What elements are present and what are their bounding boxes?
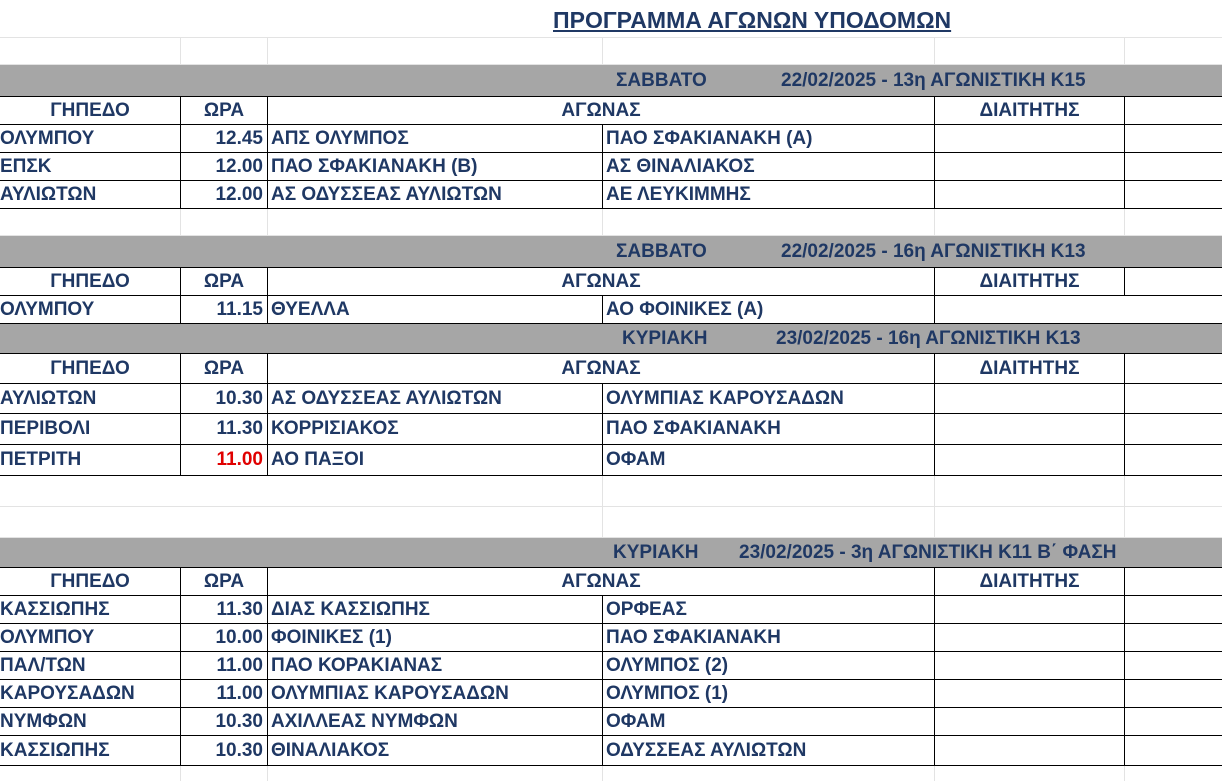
column-header-row (0, 97, 1222, 125)
col-field: ΓΗΠΕΔΟ (0, 568, 181, 595)
time-cell: 11.30 (181, 596, 268, 623)
table-row (0, 125, 1222, 153)
page-title: ΠΡΟΓΡΑΜΜΑ ΑΓΩΝΩΝ ΥΠΟΔΟΜΩΝ (553, 7, 952, 33)
col-referee: ΔΙΑΙΤΗΤΗΣ (935, 268, 1125, 295)
time-cell: 11.15 (181, 296, 268, 323)
col-referee: ΔΙΑΙΤΗΤΗΣ (935, 97, 1125, 124)
time-cell: 10.30 (181, 384, 268, 413)
table-row (0, 652, 1222, 680)
away-team-cell: ΠΑΟ ΣΦΑΚΙΑΝΑΚΗ (603, 624, 935, 651)
section-day: ΣΑΒΒΑΤΟ (616, 240, 707, 262)
field-cell: ΟΛΥΜΠΟΥ (0, 296, 181, 323)
home-team-cell: ΦΟΙΝΙΚΕΣ (1) (268, 624, 603, 651)
section-info: 22/02/2025 - 13η ΑΓΩΝΙΣΤΙΚΗ Κ15 (781, 69, 1086, 91)
table-row (0, 708, 1222, 736)
table-row (0, 414, 1222, 445)
home-team-cell: ΑΠΣ ΟΛΥΜΠΟΣ (268, 125, 603, 152)
section-header (0, 538, 1222, 568)
time-cell: 10.30 (181, 736, 268, 765)
away-team-cell: ΟΔΥΣΣΕΑΣ ΑΥΛΙΩΤΩΝ (603, 736, 935, 765)
time-cell: 12.45 (181, 125, 268, 152)
empty-row (0, 209, 1222, 236)
home-team-cell: ΔΙΑΣ ΚΑΣΣΙΩΠΗΣ (268, 596, 603, 623)
table-row (0, 680, 1222, 708)
home-team-cell: ΠΑΟ ΚΟΡΑΚΙΑΝΑΣ (268, 652, 603, 679)
referee-cell (935, 708, 1125, 735)
col-match: ΑΓΩΝΑΣ (268, 97, 935, 124)
home-team-cell: ΑΣ ΟΔΥΣΣΕΑΣ ΑΥΛΙΩΤΩΝ (268, 384, 603, 413)
away-team-cell: ΑΕ ΛΕΥΚΙΜΜΗΣ (603, 181, 935, 208)
col-referee: ΔΙΑΙΤΗΤΗΣ (935, 568, 1125, 595)
field-cell: ΠΕΡΙΒΟΛΙ (0, 414, 181, 444)
home-team-cell: ΘΙΝΑΛΙΑΚΟΣ (268, 736, 603, 765)
time-cell: 12.00 (181, 181, 268, 208)
home-team-cell: ΑΣ ΟΔΥΣΣΕΑΣ ΑΥΛΙΩΤΩΝ (268, 181, 603, 208)
field-cell: ΕΠΣΚ (0, 153, 181, 180)
referee-cell (935, 445, 1125, 475)
referee-cell (935, 736, 1125, 765)
time-cell: 11.00 (181, 680, 268, 707)
field-cell: ΠΕΤΡΙΤΗ (0, 445, 181, 475)
home-team-cell: ΑΧΙΛΛΕΑΣ ΝΥΜΦΩΝ (268, 708, 603, 735)
column-header-row (0, 568, 1222, 596)
section-info: 23/02/2025 - 16η ΑΓΩΝΙΣΤΙΚΗ Κ13 (776, 327, 1081, 349)
table-row (0, 384, 1222, 414)
time-cell: 10.00 (181, 624, 268, 651)
referee-cell (935, 680, 1125, 707)
col-match: ΑΓΩΝΑΣ (268, 568, 935, 595)
section-header (0, 236, 1222, 268)
empty-row (0, 476, 1222, 507)
section-header (0, 324, 1222, 354)
column-header-row (0, 268, 1222, 296)
away-team-cell: ΟΦΑΜ (603, 445, 935, 475)
time-cell: 12.00 (181, 153, 268, 180)
field-cell: ΟΛΥΜΠΟΥ (0, 125, 181, 152)
referee-cell (935, 596, 1125, 623)
home-team-cell: ΚΟΡΡΙΣΙΑΚΟΣ (268, 414, 603, 444)
referee-cell (935, 624, 1125, 651)
field-cell: ΝΥΜΦΩΝ (0, 708, 181, 735)
col-field: ΓΗΠΕΔΟ (0, 268, 181, 295)
col-field: ΓΗΠΕΔΟ (0, 97, 181, 124)
away-team-cell: ΠΑΟ ΣΦΑΚΙΑΝΑΚΗ (Α) (603, 125, 935, 152)
table-row (0, 296, 1222, 324)
home-team-cell: ΠΑΟ ΣΦΑΚΙΑΝΑΚΗ (Β) (268, 153, 603, 180)
table-row (0, 153, 1222, 181)
col-field: ΓΗΠΕΔΟ (0, 354, 181, 383)
section-header (0, 65, 1222, 97)
table-row (0, 445, 1222, 476)
col-time: ΩΡΑ (181, 354, 268, 383)
referee-cell (935, 181, 1125, 208)
away-team-cell: ΑΣ ΘΙΝΑΛΙΑΚΟΣ (603, 153, 935, 180)
empty-row (0, 507, 1222, 538)
referee-cell (935, 153, 1125, 180)
table-row (0, 736, 1222, 766)
field-cell: ΚΑΣΣΙΩΠΗΣ (0, 596, 181, 623)
away-team-cell: ΟΡΦΕΑΣ (603, 596, 935, 623)
time-cell: 11.00 (181, 652, 268, 679)
referee-cell (935, 125, 1125, 152)
home-team-cell: ΑΟ ΠΑΞΟΙ (268, 445, 603, 475)
field-cell: ΑΥΛΙΩΤΩΝ (0, 384, 181, 413)
away-team-cell: ΑΟ ΦΟΙΝΙΚΕΣ (Α) (603, 296, 935, 323)
referee-cell (935, 384, 1125, 413)
section-info: 23/02/2025 - 3η ΑΓΩΝΙΣΤΙΚΗ Κ11 Β΄ ΦΑΣΗ (739, 541, 1117, 563)
home-team-cell: ΟΛΥΜΠΙΑΣ ΚΑΡΟΥΣΑΔΩΝ (268, 680, 603, 707)
time-cell: 11.00 (181, 445, 268, 475)
col-time: ΩΡΑ (181, 568, 268, 595)
home-team-cell: ΘΥΕΛΛΑ (268, 296, 603, 323)
section-day: ΚΥΡΙΑΚΗ (622, 327, 708, 349)
away-team-cell: ΟΛΥΜΠΙΑΣ ΚΑΡΟΥΣΑΔΩΝ (603, 384, 935, 413)
col-referee: ΔΙΑΙΤΗΤΗΣ (935, 354, 1125, 383)
away-team-cell: ΠΑΟ ΣΦΑΚΙΑΝΑΚΗ (603, 414, 935, 444)
time-cell: 11.30 (181, 414, 268, 444)
table-row (0, 181, 1222, 209)
empty-row (0, 766, 1222, 781)
referee-cell (935, 652, 1125, 679)
away-team-cell: ΟΛΥΜΠΟΣ (2) (603, 652, 935, 679)
col-match: ΑΓΩΝΑΣ (268, 268, 935, 295)
field-cell: ΠΑΛ/ΤΩΝ (0, 652, 181, 679)
referee-cell (935, 414, 1125, 444)
section-info: 22/02/2025 - 16η ΑΓΩΝΙΣΤΙΚΗ Κ13 (781, 240, 1086, 262)
col-match: ΑΓΩΝΑΣ (268, 354, 935, 383)
time-cell: 10.30 (181, 708, 268, 735)
field-cell: ΟΛΥΜΠΟΥ (0, 624, 181, 651)
section-day: ΣΑΒΒΑΤΟ (616, 69, 707, 91)
col-time: ΩΡΑ (181, 97, 268, 124)
field-cell: ΑΥΛΙΩΤΩΝ (0, 181, 181, 208)
field-cell: ΚΑΡΟΥΣΑΔΩΝ (0, 680, 181, 707)
away-team-cell: ΟΦΑΜ (603, 708, 935, 735)
away-team-cell: ΟΛΥΜΠΟΣ (1) (603, 680, 935, 707)
table-row (0, 596, 1222, 624)
col-time: ΩΡΑ (181, 268, 268, 295)
field-cell: ΚΑΣΣΙΩΠΗΣ (0, 736, 181, 765)
empty-row (0, 38, 1222, 65)
column-header-row (0, 354, 1222, 384)
table-row (0, 624, 1222, 652)
section-day: ΚΥΡΙΑΚΗ (613, 541, 699, 563)
